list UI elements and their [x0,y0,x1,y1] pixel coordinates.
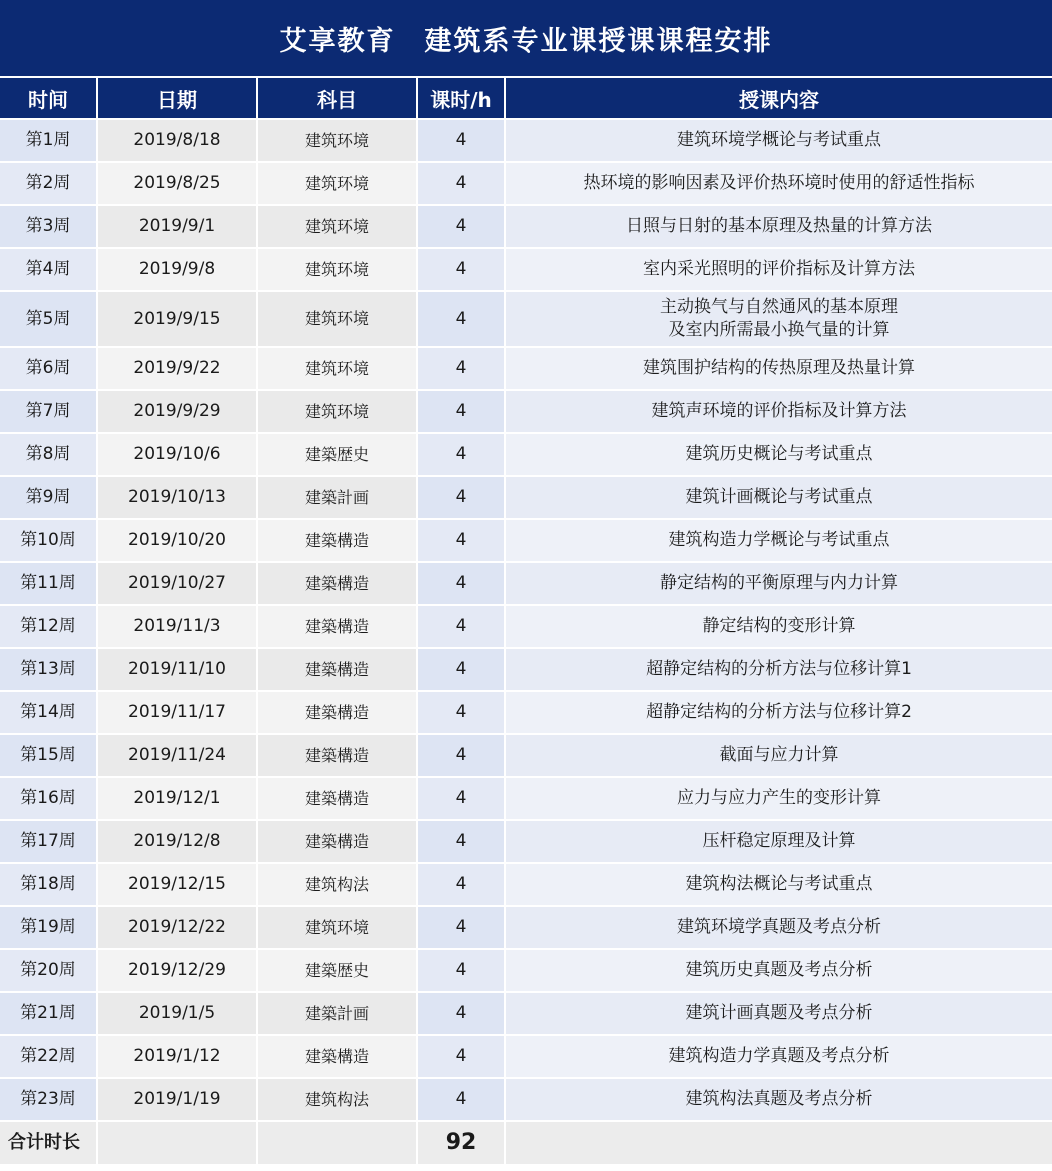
date-cell: 2019/10/27 [97,562,257,605]
schedule-table [0,78,1052,1166]
content-cell: 建筑历史真题及考点分析 [505,949,1052,992]
content-cell: 建筑围护结构的传热原理及热量计算 [505,347,1052,390]
table-row [0,248,1052,291]
hours-cell: 4 [417,519,505,562]
table-row [0,863,1052,906]
column-header-hours: 课时/h [417,78,505,119]
date-cell: 2019/1/12 [97,1035,257,1078]
column-header-content: 授课内容 [505,78,1052,119]
hours-cell: 4 [417,949,505,992]
schedule-body [0,119,1052,1121]
table-row [0,162,1052,205]
week-cell: 第15周 [0,734,97,777]
subject-cell: 建筑环境 [257,162,417,205]
column-header-week: 时间 [0,78,97,119]
table-row [0,390,1052,433]
subject-cell: 建筑环境 [257,291,417,347]
total-empty-content [505,1121,1052,1165]
hours-cell: 4 [417,648,505,691]
hours-cell: 4 [417,119,505,162]
week-cell: 第3周 [0,205,97,248]
date-cell: 2019/1/19 [97,1078,257,1121]
subject-cell: 建築構造 [257,605,417,648]
hours-cell: 4 [417,562,505,605]
week-cell: 第17周 [0,820,97,863]
subject-cell: 建築構造 [257,562,417,605]
date-cell: 2019/9/15 [97,291,257,347]
total-empty-date [97,1121,257,1165]
hours-cell: 4 [417,162,505,205]
table-row [0,820,1052,863]
subject-cell: 建築歴史 [257,949,417,992]
content-cell: 静定结构的变形计算 [505,605,1052,648]
subject-cell: 建筑环境 [257,205,417,248]
date-cell: 2019/12/29 [97,949,257,992]
page-title: 艾享教育 建筑系专业课授课课程安排 [0,0,1052,76]
date-cell: 2019/11/3 [97,605,257,648]
hours-cell: 4 [417,476,505,519]
date-cell: 2019/10/13 [97,476,257,519]
column-header-date: 日期 [97,78,257,119]
date-cell: 2019/11/10 [97,648,257,691]
date-cell: 2019/11/24 [97,734,257,777]
week-cell: 第8周 [0,433,97,476]
week-cell: 第22周 [0,1035,97,1078]
week-cell: 第23周 [0,1078,97,1121]
hours-cell: 4 [417,248,505,291]
table-row [0,562,1052,605]
date-cell: 2019/12/1 [97,777,257,820]
column-header-subject: 科目 [257,78,417,119]
table-row [0,648,1052,691]
subject-cell: 建築構造 [257,820,417,863]
date-cell: 2019/9/22 [97,347,257,390]
week-cell: 第10周 [0,519,97,562]
content-cell: 建筑构法概论与考试重点 [505,863,1052,906]
week-cell: 第2周 [0,162,97,205]
table-row [0,205,1052,248]
subject-cell: 建筑环境 [257,248,417,291]
week-cell: 第1周 [0,119,97,162]
week-cell: 第12周 [0,605,97,648]
subject-cell: 建築構造 [257,519,417,562]
content-cell: 超静定结构的分析方法与位移计算2 [505,691,1052,734]
week-cell: 第14周 [0,691,97,734]
subject-cell: 建筑环境 [257,906,417,949]
subject-cell: 建築構造 [257,648,417,691]
hours-cell: 4 [417,390,505,433]
table-row [0,734,1052,777]
total-hours: 92 [417,1121,505,1165]
content-cell: 建筑计画真题及考点分析 [505,992,1052,1035]
content-cell: 建筑构法真题及考点分析 [505,1078,1052,1121]
date-cell: 2019/12/8 [97,820,257,863]
subject-cell: 建筑环境 [257,119,417,162]
table-row [0,347,1052,390]
hours-cell: 4 [417,347,505,390]
date-cell: 2019/9/1 [97,205,257,248]
hours-cell: 4 [417,1078,505,1121]
header-row [0,78,1052,119]
subject-cell: 建筑构法 [257,1078,417,1121]
content-cell: 日照与日射的基本原理及热量的计算方法 [505,205,1052,248]
week-cell: 第13周 [0,648,97,691]
date-cell: 2019/12/22 [97,906,257,949]
subject-cell: 建筑环境 [257,347,417,390]
content-cell: 截面与应力计算 [505,734,1052,777]
table-row [0,906,1052,949]
hours-cell: 4 [417,691,505,734]
week-cell: 第20周 [0,949,97,992]
table-row [0,949,1052,992]
table-row [0,433,1052,476]
week-cell: 第9周 [0,476,97,519]
content-cell: 静定结构的平衡原理与内力计算 [505,562,1052,605]
week-cell: 第11周 [0,562,97,605]
table-row [0,519,1052,562]
hours-cell: 4 [417,605,505,648]
date-cell: 2019/8/25 [97,162,257,205]
date-cell: 2019/8/18 [97,119,257,162]
table-row [0,476,1052,519]
subject-cell: 建築構造 [257,777,417,820]
date-cell: 2019/9/8 [97,248,257,291]
hours-cell: 4 [417,906,505,949]
content-cell: 建筑构造力学概论与考试重点 [505,519,1052,562]
content-cell: 超静定结构的分析方法与位移计算1 [505,648,1052,691]
content-cell: 建筑计画概论与考试重点 [505,476,1052,519]
date-cell: 2019/12/15 [97,863,257,906]
hours-cell: 4 [417,820,505,863]
date-cell: 2019/11/17 [97,691,257,734]
hours-cell: 4 [417,863,505,906]
table-row [0,777,1052,820]
content-cell: 建筑历史概论与考试重点 [505,433,1052,476]
week-cell: 第16周 [0,777,97,820]
content-cell: 热环境的影响因素及评价热环境时使用的舒适性指标 [505,162,1052,205]
hours-cell: 4 [417,777,505,820]
date-cell: 2019/10/6 [97,433,257,476]
subject-cell: 建築計画 [257,992,417,1035]
hours-cell: 4 [417,992,505,1035]
date-cell: 2019/9/29 [97,390,257,433]
subject-cell: 建築構造 [257,691,417,734]
table-row [0,119,1052,162]
subject-cell: 建築計画 [257,476,417,519]
hours-cell: 4 [417,1035,505,1078]
table-row [0,605,1052,648]
subject-cell: 建筑环境 [257,390,417,433]
table-row [0,992,1052,1035]
date-cell: 2019/1/5 [97,992,257,1035]
hours-cell: 4 [417,734,505,777]
table-row [0,691,1052,734]
subject-cell: 建築構造 [257,1035,417,1078]
week-cell: 第21周 [0,992,97,1035]
content-cell: 主动换气与自然通风的基本原理 及室内所需最小换气量的计算 [505,291,1052,347]
week-cell: 第6周 [0,347,97,390]
week-cell: 第7周 [0,390,97,433]
total-label: 合计时长 [0,1121,97,1165]
table-row [0,1078,1052,1121]
content-cell: 室内采光照明的评价指标及计算方法 [505,248,1052,291]
content-cell: 建筑声环境的评价指标及计算方法 [505,390,1052,433]
content-cell: 建筑环境学真题及考点分析 [505,906,1052,949]
content-cell: 建筑环境学概论与考试重点 [505,119,1052,162]
subject-cell: 建筑构法 [257,863,417,906]
subject-cell: 建築構造 [257,734,417,777]
content-cell: 建筑构造力学真题及考点分析 [505,1035,1052,1078]
content-cell: 应力与应力产生的变形计算 [505,777,1052,820]
total-row [0,1121,1052,1165]
week-cell: 第5周 [0,291,97,347]
week-cell: 第19周 [0,906,97,949]
hours-cell: 4 [417,205,505,248]
hours-cell: 4 [417,291,505,347]
week-cell: 第18周 [0,863,97,906]
table-row [0,1035,1052,1078]
content-cell: 压杆稳定原理及计算 [505,820,1052,863]
week-cell: 第4周 [0,248,97,291]
table-row [0,291,1052,347]
subject-cell: 建築歴史 [257,433,417,476]
hours-cell: 4 [417,433,505,476]
date-cell: 2019/10/20 [97,519,257,562]
total-empty-subject [257,1121,417,1165]
